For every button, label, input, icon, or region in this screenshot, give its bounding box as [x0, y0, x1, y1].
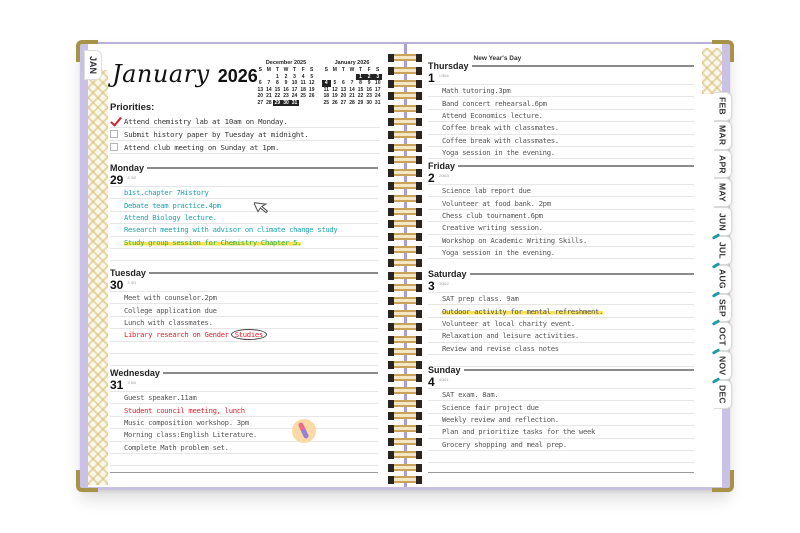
- mini-calendar-day[interactable]: 31: [374, 99, 381, 106]
- day-number: 4: [428, 375, 435, 389]
- day-rule: [149, 272, 378, 274]
- day-name: Tuesday: [110, 268, 146, 278]
- empty-task-line[interactable]: [428, 451, 694, 463]
- task-text: Science fair project due: [442, 402, 539, 412]
- task-line[interactable]: [428, 343, 694, 355]
- spiral-ring-icon: [388, 321, 422, 332]
- mini-calendar-day[interactable]: 23: [283, 93, 289, 99]
- mini-calendar-day[interactable]: 21: [349, 93, 355, 99]
- mini-calendar-day[interactable]: 22: [357, 93, 364, 99]
- task-text: Band concert rehearsal.6pm: [442, 98, 547, 108]
- priority-item[interactable]: [110, 141, 380, 154]
- mini-calendar-day[interactable]: 12: [332, 86, 338, 93]
- task-line[interactable]: [110, 404, 378, 416]
- mini-calendar-title: December 2025: [265, 60, 307, 66]
- mini-calendar-day[interactable]: 24: [374, 93, 381, 99]
- task-text: Library research on Gender: [124, 330, 229, 340]
- mini-calendar-day[interactable]: 5: [333, 80, 337, 86]
- gold-pattern-strip: [88, 70, 108, 485]
- spiral-ring-icon: [388, 474, 422, 485]
- spiral-ring-icon: [388, 90, 422, 101]
- spiral-ring-icon: [388, 385, 422, 396]
- spiral-ring-icon: [388, 218, 422, 229]
- spiral-ring-icon: [388, 180, 422, 191]
- weekday-header: T: [275, 67, 279, 73]
- mini-calendar-day[interactable]: 5: [310, 73, 314, 80]
- task-line[interactable]: [428, 414, 694, 426]
- day-name: Wednesday: [110, 368, 160, 378]
- task-line[interactable]: [110, 304, 378, 316]
- day-name: Thursday: [428, 61, 469, 71]
- month-tab-label: AUG: [717, 269, 728, 290]
- mini-calendar-day[interactable]: 9: [367, 80, 371, 86]
- day-number: 3: [428, 279, 435, 293]
- priority-item[interactable]: [110, 115, 380, 128]
- spiral-binding: [388, 52, 422, 482]
- spiral-ring-icon: [388, 154, 422, 165]
- day-of-year: 2/363: [438, 173, 449, 178]
- day-rule: [147, 167, 378, 169]
- spiral-ring-icon: [388, 359, 422, 370]
- task-line[interactable]: [428, 147, 694, 159]
- circled-word: Studies: [231, 329, 267, 340]
- mini-calendar-day[interactable]: 20: [340, 93, 347, 99]
- day-number-row: [110, 174, 378, 187]
- task-text: Attend Economics lecture.: [442, 110, 543, 120]
- day-block-sunday: [428, 364, 694, 463]
- task-text: Lunch with classmates.: [124, 317, 213, 327]
- task-text: Weekly review and reflection.: [442, 414, 559, 424]
- bottom-rule: [110, 472, 378, 474]
- month-tab-label: NOV: [717, 355, 728, 376]
- task-line[interactable]: [110, 212, 378, 224]
- mini-calendar-day[interactable]: 1: [356, 74, 365, 81]
- day-block-friday: [428, 160, 694, 259]
- gold-corner-bottom-right: [712, 470, 734, 492]
- task-line[interactable]: [428, 110, 694, 122]
- spiral-ring-icon: [388, 398, 422, 409]
- month-tab-label: OCT: [717, 327, 728, 347]
- task-text: Grocery shopping and meal prep.: [442, 439, 567, 449]
- mini-calendar-day[interactable]: 30: [366, 99, 372, 106]
- mini-calendar-day[interactable]: 7: [267, 80, 271, 86]
- month-tab-oct[interactable]: [714, 322, 732, 351]
- task-line[interactable]: [428, 135, 694, 147]
- mini-calendar-day[interactable]: 11: [300, 80, 306, 86]
- day-number-row: [428, 172, 694, 185]
- mini-calendar-day[interactable]: 14: [266, 86, 272, 93]
- weekday-header: T: [359, 67, 363, 73]
- mini-calendar-day[interactable]: 26: [308, 93, 315, 99]
- empty-task-line[interactable]: [110, 454, 378, 466]
- mini-calendar-day[interactable]: 19: [308, 86, 315, 93]
- year-label: 2026: [217, 66, 258, 86]
- mini-calendar-day[interactable]: 3: [293, 73, 296, 80]
- spiral-ring-icon: [388, 142, 422, 153]
- day-of-year: 3/362: [438, 281, 449, 286]
- task-text: Attend Biology lecture.: [124, 212, 217, 222]
- mini-calendar-day[interactable]: 8: [276, 80, 279, 86]
- planner-spread: [80, 42, 730, 490]
- priority-text: Submit history paper by Tuesday at midnight.: [124, 129, 309, 139]
- weekday-header: T: [341, 67, 345, 73]
- task-line[interactable]: [428, 97, 694, 109]
- mini-calendar-day[interactable]: 17: [374, 86, 381, 93]
- mini-calendar-day[interactable]: 27: [340, 99, 347, 106]
- mini-calendar-grid: [322, 67, 382, 106]
- spiral-ring-icon: [388, 436, 422, 447]
- mini-calendar-day[interactable]: 16: [366, 86, 372, 93]
- month-title: January: [112, 60, 210, 88]
- mini-calendar-day[interactable]: 23: [366, 93, 372, 99]
- task-text: Coffee break with classmates.: [442, 135, 559, 145]
- task-line[interactable]: [110, 417, 378, 429]
- task-text: Morning class:English Literature.: [124, 430, 257, 440]
- spiral-ring-icon: [388, 372, 422, 383]
- day-number: 2: [428, 171, 435, 185]
- task-line[interactable]: [428, 389, 694, 401]
- mini-calendar-day[interactable]: 4: [322, 80, 331, 87]
- task-text: Yoga session in the evening.: [442, 148, 555, 158]
- task-line[interactable]: [428, 305, 694, 317]
- mini-calendar-day[interactable]: 6: [258, 80, 262, 86]
- mini-calendar-day[interactable]: 24: [291, 93, 298, 99]
- mini-calendar-day[interactable]: 3: [373, 74, 382, 81]
- day-number: 31: [110, 378, 124, 392]
- day-number-row: [428, 376, 694, 389]
- mini-calendar-january: [322, 60, 382, 106]
- mini-calendar-day[interactable]: 25: [323, 99, 330, 106]
- mini-calendar-day[interactable]: 20: [257, 93, 264, 99]
- mini-calendar-day[interactable]: 2: [365, 74, 374, 81]
- task-line[interactable]: [428, 330, 694, 342]
- month-tab-nov[interactable]: [714, 351, 732, 380]
- task-line[interactable]: [110, 429, 378, 441]
- day-rule: [472, 55, 694, 67]
- day-name: Monday: [110, 163, 145, 173]
- weekday-header: M: [332, 67, 337, 73]
- mini-calendar-day[interactable]: 29: [357, 99, 364, 106]
- task-line[interactable]: [428, 210, 694, 222]
- task-text: Music composition workshop. 3pm: [124, 417, 249, 427]
- task-line[interactable]: [110, 392, 378, 404]
- day-block-tuesday: [110, 267, 378, 366]
- month-tab-label: MAY: [717, 183, 728, 203]
- spiral-ring-icon: [388, 423, 422, 434]
- task-text: Volunteer at food bank. 2pm: [442, 198, 551, 208]
- day-rule: [458, 165, 694, 167]
- priority-text: Attend club meeting on Sunday at 1pm.: [124, 142, 280, 152]
- spiral-ring-icon: [388, 116, 422, 127]
- day-rule: [163, 372, 378, 374]
- task-line[interactable]: [428, 247, 694, 259]
- day-of-year: 3 3/2: [127, 175, 137, 180]
- mini-calendar-day[interactable]: 28: [266, 99, 272, 106]
- day-of-year: 1/364: [438, 73, 449, 78]
- task-line[interactable]: [428, 293, 694, 305]
- mini-calendar-day[interactable]: 17: [291, 86, 298, 93]
- task-line[interactable]: [428, 235, 694, 247]
- month-tabs: [714, 92, 736, 409]
- task-text: Outdoor activity for mental refreshment.: [442, 306, 604, 316]
- mini-calendar-day[interactable]: 15: [274, 86, 281, 93]
- mini-calendar-day[interactable]: 29: [274, 99, 281, 106]
- left-edge: [80, 44, 88, 487]
- day-block-thursday: [428, 55, 694, 159]
- mini-calendar-grid: [256, 67, 316, 106]
- day-header: [428, 268, 694, 280]
- checkbox-icon[interactable]: [110, 143, 118, 151]
- mini-calendar-day[interactable]: 28: [349, 99, 355, 106]
- month-tab-label: SEP: [717, 299, 728, 317]
- spiral-ring-icon: [388, 308, 422, 319]
- task-text: b1st.chapter 7History: [124, 188, 209, 198]
- task-text: Review and revise class notes: [442, 343, 559, 353]
- spiral-ring-icon: [388, 462, 422, 473]
- spiral-ring-icon: [388, 52, 422, 63]
- weekday-header: S: [376, 67, 380, 73]
- spiral-ring-icon: [388, 193, 422, 204]
- month-tab-label: JAN: [88, 55, 98, 74]
- task-text: Complete Math problem set.: [124, 442, 229, 452]
- month-tab-label: FEB: [717, 97, 728, 116]
- spiral-ring-icon: [388, 334, 422, 345]
- mini-calendar-day[interactable]: 7: [350, 80, 354, 86]
- spiral-ring-icon: [388, 103, 422, 114]
- task-line[interactable]: [110, 199, 378, 211]
- month-tab-may[interactable]: [714, 178, 732, 207]
- mini-calendar-day[interactable]: 8: [359, 80, 362, 86]
- priority-item[interactable]: [110, 128, 380, 141]
- mini-calendar-december: [256, 60, 316, 106]
- mini-calendar-day[interactable]: 9: [284, 80, 288, 86]
- mini-calendar-day[interactable]: 22: [274, 93, 281, 99]
- holiday-label: New Year's Day: [473, 55, 522, 63]
- day-number-row: [428, 72, 694, 85]
- weekday-header: W: [349, 67, 355, 73]
- task-text: Research meeting with advisor on climate change study: [124, 225, 338, 235]
- day-header: [110, 267, 378, 279]
- empty-task-line[interactable]: [110, 354, 378, 366]
- mini-calendar-day[interactable]: 18: [300, 86, 306, 93]
- mini-calendar-day[interactable]: 31: [291, 99, 298, 106]
- task-text: Yoga session in the evening.: [442, 248, 555, 258]
- spiral-ring-icon: [388, 65, 422, 76]
- month-tab-mar[interactable]: [714, 121, 732, 150]
- spiral-ring-icon: [388, 282, 422, 293]
- mini-calendar-day[interactable]: 16: [283, 86, 289, 93]
- month-tab-sep[interactable]: [714, 294, 732, 323]
- weekday-header: F: [367, 67, 371, 73]
- empty-task-line[interactable]: [110, 342, 378, 354]
- spiral-ring-icon: [388, 346, 422, 357]
- day-header: [428, 55, 694, 72]
- spiral-ring-icon: [388, 167, 422, 178]
- task-text: Guest speaker.11am: [124, 393, 197, 403]
- mini-calendar-day[interactable]: 11: [323, 86, 329, 93]
- task-line[interactable]: [428, 197, 694, 209]
- task-text: SAT exam. 8am.: [442, 390, 499, 400]
- spiral-ring-icon: [388, 231, 422, 242]
- mini-calendar-day[interactable]: 10: [291, 80, 298, 86]
- month-tab-label: MAR: [717, 125, 728, 146]
- bottom-rule: [428, 472, 694, 474]
- mini-calendar-day[interactable]: 26: [332, 99, 338, 106]
- weekday-header: F: [301, 67, 305, 73]
- empty-task-line[interactable]: [110, 249, 378, 261]
- month-tab-jun[interactable]: [714, 207, 732, 236]
- task-text: Relaxation and leisure activities.: [442, 331, 579, 341]
- spiral-ring-icon: [388, 78, 422, 89]
- weekday-header: S: [310, 67, 314, 73]
- left-page: [108, 44, 388, 487]
- task-line[interactable]: [428, 85, 694, 97]
- day-header: [110, 162, 378, 174]
- gold-corner-top-right: [712, 40, 734, 62]
- mini-calendar-day[interactable]: 4: [301, 73, 305, 80]
- task-text: Debate team practice.4pm: [124, 200, 221, 210]
- mini-calendar-day[interactable]: 12: [308, 80, 315, 86]
- mini-calendar-day[interactable]: 21: [266, 93, 272, 99]
- spiral-ring-icon: [388, 244, 422, 255]
- task-text: Meet with counselor.2pm: [124, 293, 217, 303]
- task-text: SAT prep class. 9am: [442, 294, 519, 304]
- task-text: Study group session for Chemistry Chapter 5.: [124, 237, 302, 247]
- task-line[interactable]: [110, 224, 378, 236]
- weekday-header: S: [324, 67, 328, 73]
- task-line[interactable]: [110, 237, 378, 249]
- mini-calendar-day[interactable]: 18: [323, 93, 330, 99]
- month-tab-apr[interactable]: [714, 150, 732, 179]
- priorities-heading: Priorities:: [110, 102, 155, 113]
- gold-corner-bottom-left: [76, 470, 98, 492]
- day-of-year: 3 4/1: [127, 280, 137, 285]
- task-line[interactable]: [428, 318, 694, 330]
- month-tab-feb[interactable]: [714, 92, 732, 121]
- spiral-ring-icon: [388, 270, 422, 281]
- day-name: Saturday: [428, 269, 467, 279]
- task-text: College application due: [124, 305, 217, 315]
- day-number-row: [110, 279, 378, 292]
- month-tab-dec[interactable]: [714, 380, 732, 409]
- task-line[interactable]: [110, 317, 378, 329]
- pen-sticker-icon: [292, 419, 316, 443]
- weekday-header: M: [266, 67, 271, 73]
- mini-calendar-day[interactable]: 27: [257, 99, 264, 106]
- day-header: [428, 160, 694, 172]
- day-of-year: 3 5/0: [127, 380, 137, 385]
- spiral-ring-icon: [388, 206, 422, 217]
- day-number: 30: [110, 278, 124, 292]
- task-line[interactable]: [428, 426, 694, 438]
- weekday-header: S: [258, 67, 262, 73]
- month-tab-jul[interactable]: [714, 236, 732, 265]
- task-text: Workshop on Academic Writing Skills.: [442, 235, 587, 245]
- mini-calendar-day[interactable]: 13: [257, 86, 264, 93]
- month-header: [112, 60, 258, 88]
- mini-calendar-day[interactable]: 6: [342, 80, 345, 86]
- spiral-ring-icon: [388, 257, 422, 268]
- right-page: [422, 44, 700, 487]
- day-block-saturday: [428, 268, 694, 367]
- day-rule: [470, 273, 694, 275]
- task-text: Science lab report due: [442, 186, 531, 196]
- day-rule: [464, 369, 694, 371]
- day-number-row: [110, 379, 378, 392]
- task-line[interactable]: [110, 187, 378, 199]
- mini-calendar-day[interactable]: 19: [332, 93, 338, 99]
- task-line[interactable]: [428, 122, 694, 134]
- checkbox-icon[interactable]: [110, 130, 118, 138]
- day-header: [428, 364, 694, 376]
- month-tab-label: DEC: [717, 384, 728, 404]
- weekday-header: T: [293, 67, 297, 73]
- month-tab-aug[interactable]: [714, 265, 732, 294]
- mini-calendar-day[interactable]: 1: [276, 73, 279, 80]
- day-header: [110, 367, 378, 379]
- day-number: 1: [428, 71, 435, 85]
- mini-calendar-day[interactable]: 30: [283, 99, 289, 106]
- day-number: 29: [110, 173, 124, 187]
- task-text: Chess club tournament.6pm: [442, 210, 543, 220]
- checkmark-icon[interactable]: [110, 117, 118, 125]
- mini-calendar-day[interactable]: 14: [349, 86, 355, 93]
- mini-calendar-day[interactable]: 2: [284, 73, 288, 80]
- mini-calendar-day[interactable]: 13: [340, 86, 347, 93]
- task-line[interactable]: [110, 329, 378, 341]
- priority-text: Attend chemistry lab at 10am on Monday.: [124, 116, 288, 126]
- spiral-ring-icon: [388, 129, 422, 140]
- day-number-row: [428, 280, 694, 293]
- day-name: Sunday: [428, 365, 461, 375]
- task-text: Student council meeting, lunch: [124, 405, 245, 415]
- task-line[interactable]: [428, 185, 694, 197]
- mini-calendar-day[interactable]: 15: [357, 86, 364, 93]
- month-tab-label: JUN: [717, 212, 728, 231]
- month-tab-label: APR: [717, 154, 728, 174]
- day-of-year: 4/361: [438, 377, 449, 382]
- month-tab-jan[interactable]: [84, 50, 102, 80]
- task-text: Coffee break with classmates.: [442, 123, 559, 133]
- task-line[interactable]: [428, 401, 694, 413]
- mini-calendar-day[interactable]: 25: [300, 93, 306, 99]
- task-text: Plan and prioritize tasks for the week: [442, 427, 596, 437]
- cursor-arrow-icon: [254, 198, 272, 216]
- weekday-header: W: [283, 67, 289, 73]
- day-block-monday: [110, 162, 378, 261]
- mini-calendar-title: January 2026: [334, 60, 370, 66]
- task-text: Volunteer at local charity event.: [442, 318, 575, 328]
- task-text: Creative writing session.: [442, 223, 543, 233]
- month-tab-label: JUL: [717, 241, 728, 259]
- spiral-ring-icon: [388, 410, 422, 421]
- day-name: Friday: [428, 161, 456, 171]
- task-line[interactable]: [110, 442, 378, 454]
- spiral-ring-icon: [388, 449, 422, 460]
- mini-calendar-day[interactable]: 10: [374, 80, 381, 86]
- task-line[interactable]: [110, 292, 378, 304]
- spiral-ring-icon: [388, 295, 422, 306]
- day-block-wednesday: [110, 367, 378, 466]
- task-text: Math tutoring.3pm: [442, 86, 511, 96]
- task-line[interactable]: [428, 439, 694, 451]
- task-line[interactable]: [428, 222, 694, 234]
